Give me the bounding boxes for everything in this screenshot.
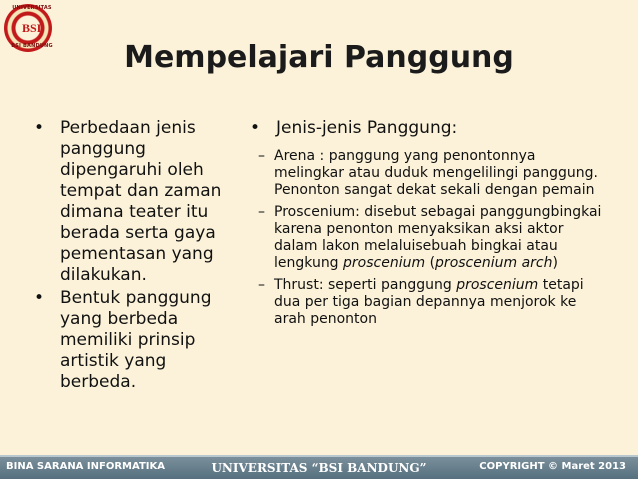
stage-type-italic: proscenium — [343, 255, 426, 271]
dash-icon: – — [258, 148, 265, 164]
stage-type-text: ( — [425, 255, 436, 271]
dash-icon: – — [258, 277, 265, 293]
stage-type-italic: proscenium arch — [435, 255, 553, 271]
stage-type-text: tetapi dua per tiga bagian depannya menjorok ke arah penonton — [274, 277, 584, 327]
right-heading-text: Jenis-jenis Panggung: — [276, 118, 458, 138]
slide-title: Mempelajari Panggung — [124, 40, 514, 75]
bullet-icon: • — [34, 118, 45, 138]
left-bullet-2 — [34, 288, 234, 393]
footer-bar — [0, 455, 638, 479]
stage-type-text: Proscenium: disebut sebagai panggungbingkai karena penonton menyaksikan aksi aktor dalam lakon melaluisebuah bingkai atau lengkung — [274, 204, 602, 271]
right-heading — [250, 118, 606, 139]
logo-letters: BSI — [22, 21, 42, 35]
stage-type-italic: proscenium — [456, 277, 539, 293]
left-bullet-text: Bentuk panggung yang berbeda memiliki prinsip artistik yang berbeda. — [60, 288, 212, 392]
stage-type-proscenium — [250, 204, 606, 272]
stage-types-list — [250, 148, 606, 328]
footer-center-text: UNIVERSITAS “BSI BANDUNG” — [211, 461, 427, 475]
dash-icon: – — [258, 204, 265, 220]
stage-type-thrust — [250, 277, 606, 328]
left-bullet-1 — [34, 118, 234, 286]
logo-bottom-text: BSI BANDUNG — [11, 43, 53, 49]
stage-type-text: ) — [552, 255, 558, 271]
left-column — [34, 118, 234, 395]
right-column — [250, 118, 606, 333]
stage-type-text: Arena : panggung yang penontonnya melingkar atau duduk mengelilingi panggung. Penonton sangat dekat sekali dengan pemain — [274, 148, 598, 198]
bullet-icon: • — [34, 288, 45, 308]
stage-type-text: Thrust: seperti panggung — [274, 277, 457, 293]
left-bullet-text: Perbedaan jenis panggung dipengaruhi oleh tempat dan zaman dimana teater itu berada serta gaya pementasan yang dilakukan. — [60, 118, 222, 285]
footer-left-text: BINA SARANA INFORMATIKA — [6, 461, 165, 472]
footer-right-text: COPYRIGHT © Maret 2013 — [479, 461, 626, 472]
stage-type-arena — [250, 148, 606, 199]
bullet-icon: • — [250, 118, 261, 138]
logo-top-text: UNIVERSITAS — [12, 5, 52, 11]
